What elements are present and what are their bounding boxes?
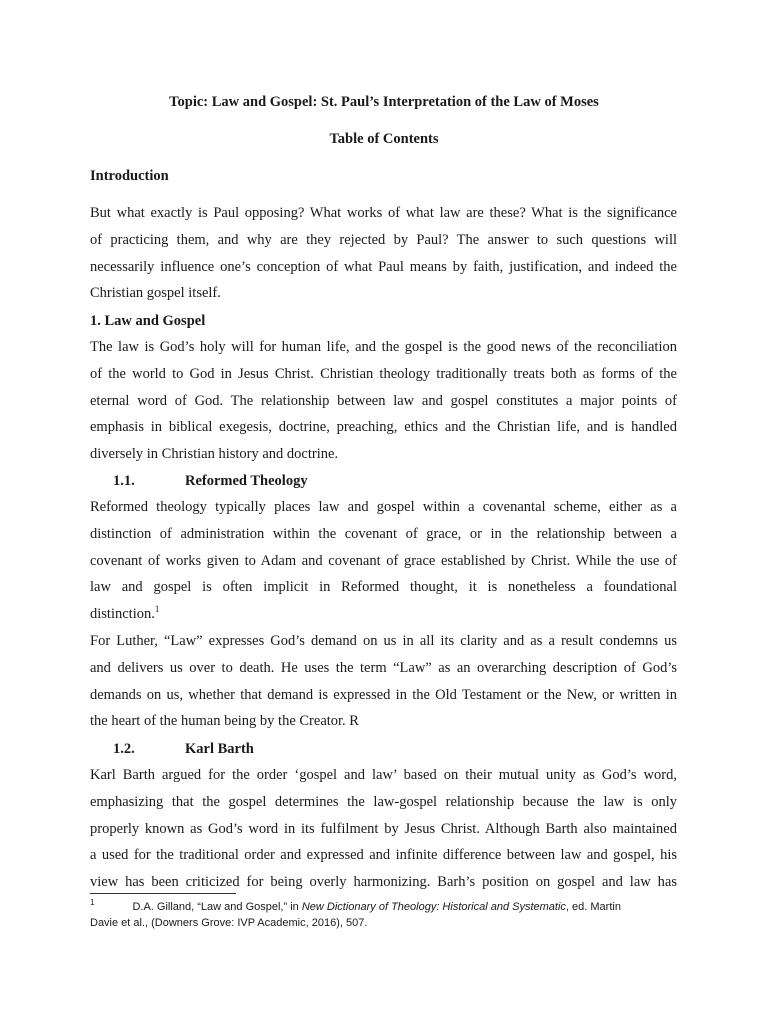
paragraph-line: view has been criticized for being overly harmonizing. Barh’s position on gospel and law has <box>90 874 677 891</box>
subsection-title-reformed-theology: Reformed Theology <box>185 473 308 489</box>
footnote-separator <box>90 893 236 894</box>
paragraph-line: properly known as God’s word in its fulfilment by Jesus Christ. Although Barth also maintained <box>90 820 677 837</box>
paragraph-line: a used for the traditional order and expressed and infinite difference between law and gospel, his <box>90 847 677 864</box>
paragraph-line: The law is God’s holy will for human life, and the gospel is the good news of the reconciliation <box>90 339 677 355</box>
paragraph-line: of practicing them, and why are they rejected by Paul? The answer to such questions will <box>90 231 677 248</box>
paragraph-line: necessarily influence one’s conception of what Paul means by faith, justification, and indeed the <box>90 258 677 275</box>
paragraph-line: diversely in Christian history and doctrine. <box>90 446 339 463</box>
paragraph-line: But what exactly is Paul opposing? What works of what law are these? What is the significance <box>90 205 677 221</box>
introduction-heading: Introduction <box>90 168 169 184</box>
karl-barth-paragraph <box>90 762 677 896</box>
document-title: Topic: Law and Gospel: St. Paul’s Interpretation of the Law of Moses <box>169 94 599 110</box>
paragraph-line: Reformed theology typically places law and gospel within a covenantal scheme, either as a <box>90 499 677 515</box>
footnote-number: 1 <box>90 898 95 908</box>
subsection-title-karl-barth: Karl Barth <box>185 741 254 757</box>
introduction-paragraph <box>90 200 677 307</box>
paragraph-line: For Luther, “Law” expresses God’s demand on us in all its clarity and as a result condemns us <box>90 633 677 649</box>
paragraph-line: demands on us, whether that demand is expressed in the Old Testament or the New, or written in <box>90 686 677 703</box>
reformed-theology-paragraph <box>90 494 677 628</box>
paragraph-line: distinction of administration within the covenant of grace, or in the relationship between a <box>90 525 677 542</box>
paragraph-line: law and gospel is often implicit in Reformed thought, it is nonetheless a foundational <box>90 579 677 596</box>
footnote-rest: , ed. Martin <box>565 901 621 913</box>
paragraph-line <box>90 601 677 628</box>
paragraph-line: Christian gospel itself. <box>90 285 221 302</box>
paragraph-line: emphasizing that the gospel determines the law-gospel relationship because the law is only <box>90 793 677 810</box>
paragraph-line: the heart of the human being by the Creator. R <box>90 713 359 730</box>
paragraph-line: covenant of works given to Adam and covenant of grace established by Christ. While the use of <box>90 552 677 569</box>
table-of-contents-heading: Table of Contents <box>329 131 439 147</box>
paragraph-line: emphasis in biblical exegesis, doctrine, preaching, ethics and the Christian life, and is handled <box>90 419 677 436</box>
paragraph-line: of the world to God in Jesus Christ. Christian theology traditionally treats both as forms of the <box>90 365 677 382</box>
paragraph-line: Karl Barth argued for the order ‘gospel and law’ based on their mutual unity as God’s word, <box>90 767 677 783</box>
section-heading-law-and-gospel: 1. Law and Gospel <box>90 313 206 329</box>
luther-paragraph <box>90 628 677 735</box>
footnote-reference[interactable]: 1 <box>154 604 160 615</box>
footnote <box>90 899 690 931</box>
subsection-number-reformed: 1.1. <box>113 473 135 489</box>
footnote-line-1 <box>90 899 690 915</box>
footnote-line-2: Davie et al., (Downers Grove: IVP Academic, 2016), 507. <box>90 917 368 929</box>
footnote-book-title: New Dictionary of Theology: Historical and Systematic <box>301 901 566 913</box>
subsection-number-barth: 1.2. <box>113 741 135 757</box>
footnote-author-title: D.A. Gilland, “Law and Gospel,” in <box>132 901 302 913</box>
paragraph-line: and delivers us over to death. He uses the term “Law” as an overarching description of God’s <box>90 659 677 676</box>
law-and-gospel-paragraph <box>90 334 677 468</box>
paragraph-line: eternal word of God. The relationship between law and gospel constitutes a major points of <box>90 392 677 409</box>
paragraph-line-text: distinction. <box>90 606 155 623</box>
